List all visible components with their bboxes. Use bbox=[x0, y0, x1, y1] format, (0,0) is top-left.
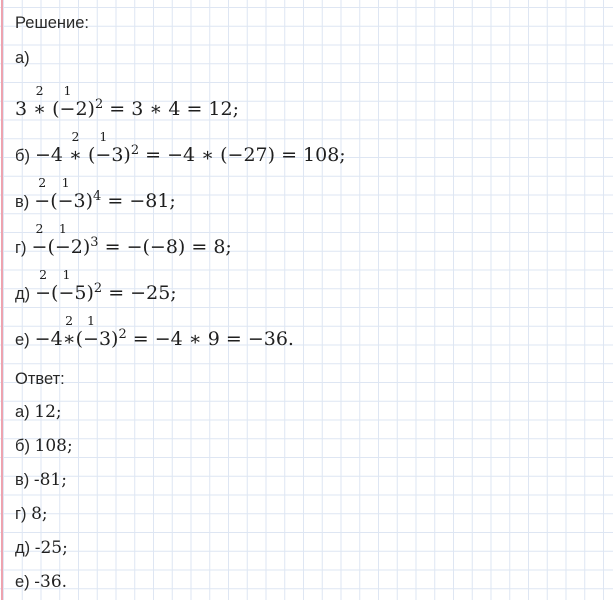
answer-item bbox=[15, 572, 607, 592]
exponent: 2 bbox=[118, 327, 127, 342]
exponent: 4 bbox=[93, 189, 102, 204]
math-token-with-order-number bbox=[35, 267, 52, 304]
math-token: ( bbox=[51, 282, 59, 304]
case-label: г) bbox=[15, 239, 27, 257]
math-token: − bbox=[83, 328, 99, 350]
math-token: − bbox=[58, 282, 75, 304]
answer-value: -81; bbox=[33, 470, 67, 490]
math-token: 3 bbox=[15, 98, 34, 120]
math-token: 5) bbox=[74, 282, 94, 304]
case-label: д) bbox=[15, 285, 31, 303]
case-label: г) bbox=[15, 505, 32, 523]
case-label: б) bbox=[15, 437, 35, 455]
answer-value: 108; bbox=[34, 436, 73, 456]
math-token-with-order-number bbox=[59, 83, 76, 120]
order-number: 2 bbox=[71, 129, 80, 144]
solution-equation bbox=[15, 84, 607, 123]
notebook-margin-line bbox=[1, 0, 3, 600]
case-label: а) bbox=[15, 403, 35, 421]
math-token-with-order-number bbox=[69, 129, 82, 166]
solution-equations bbox=[15, 84, 607, 353]
math-token: ( bbox=[50, 190, 58, 212]
math-token: −4 bbox=[34, 328, 63, 350]
math-token: ∗ bbox=[33, 98, 47, 120]
order-number: 1 bbox=[87, 313, 95, 328]
math-token: ( bbox=[47, 236, 55, 258]
math-token-with-order-number bbox=[83, 313, 99, 350]
worksheet-content bbox=[15, 10, 607, 606]
math-token: − bbox=[54, 236, 71, 258]
answer-item bbox=[15, 436, 607, 456]
answer-item bbox=[15, 470, 607, 490]
math-token: 2) bbox=[75, 98, 95, 120]
solution-equation bbox=[15, 176, 607, 215]
case-label: е) bbox=[15, 331, 30, 349]
exponent: 2 bbox=[130, 143, 140, 158]
order-number: 1 bbox=[61, 175, 70, 190]
math-token-with-order-number bbox=[31, 221, 48, 258]
math-token: ( bbox=[75, 328, 84, 350]
case-label: д) bbox=[15, 539, 35, 557]
case-label: б) bbox=[15, 147, 30, 165]
math-token: ∗ bbox=[62, 328, 76, 350]
answer-value: -36. bbox=[34, 572, 68, 592]
exponent: 2 bbox=[93, 281, 103, 296]
math-token: − bbox=[31, 236, 48, 258]
case-a-label: а) bbox=[15, 49, 30, 67]
math-token: − bbox=[57, 190, 74, 212]
math-token: 3) bbox=[111, 144, 131, 166]
math-token: −4 bbox=[34, 144, 70, 166]
math-token: 2) bbox=[70, 236, 91, 258]
case-label: в) bbox=[15, 471, 34, 489]
answer-value: 8; bbox=[31, 504, 48, 524]
order-number: 2 bbox=[35, 221, 44, 236]
math-token: ( bbox=[81, 144, 96, 166]
exponent: 2 bbox=[94, 97, 104, 112]
exponent: 3 bbox=[90, 235, 99, 250]
solution-equation bbox=[15, 130, 607, 169]
math-token: = −81; bbox=[101, 190, 176, 212]
answer-item bbox=[15, 538, 607, 558]
math-token-with-order-number bbox=[33, 83, 47, 120]
answer-heading: Ответ: bbox=[15, 370, 65, 388]
math-token: 3) bbox=[73, 190, 94, 212]
order-number: 2 bbox=[38, 175, 47, 190]
math-token-with-order-number bbox=[58, 267, 75, 304]
answer-value: -25; bbox=[34, 538, 68, 558]
order-number: 1 bbox=[58, 221, 67, 236]
math-token: ( bbox=[46, 98, 60, 120]
math-token-with-order-number bbox=[54, 221, 71, 258]
math-token: = 3 ∗ 4 = 12; bbox=[103, 98, 239, 120]
math-token: 3) bbox=[98, 328, 119, 350]
math-token: = −25; bbox=[102, 282, 177, 304]
case-label: е) bbox=[15, 573, 35, 591]
solution-heading: Решение: bbox=[15, 14, 89, 32]
math-token: = −4 ∗ 9 = −36. bbox=[126, 328, 294, 350]
answer-item bbox=[15, 504, 607, 524]
order-number: 2 bbox=[39, 267, 48, 282]
order-number: 2 bbox=[65, 313, 74, 328]
solution-equation bbox=[15, 268, 607, 307]
case-label: в) bbox=[15, 193, 30, 211]
order-number: 1 bbox=[63, 83, 72, 98]
solution-equation bbox=[15, 222, 607, 261]
math-token-with-order-number bbox=[57, 175, 74, 212]
math-token: − bbox=[59, 98, 76, 120]
solution-equation bbox=[15, 314, 607, 353]
math-token-with-order-number bbox=[34, 175, 51, 212]
answer-value: 12; bbox=[34, 402, 62, 422]
math-token: − bbox=[95, 144, 112, 166]
math-token: = −(−8) = 8; bbox=[98, 236, 232, 258]
math-token-with-order-number bbox=[62, 313, 76, 350]
order-number: 1 bbox=[62, 267, 71, 282]
order-number: 1 bbox=[99, 129, 108, 144]
order-number: 2 bbox=[35, 83, 44, 98]
answer-item bbox=[15, 402, 607, 422]
math-token-with-order-number bbox=[95, 129, 112, 166]
math-token: ∗ bbox=[69, 144, 82, 166]
math-token: − bbox=[34, 190, 51, 212]
answer-list bbox=[15, 402, 607, 592]
math-token: − bbox=[35, 282, 52, 304]
math-token: = −4 ∗ (−27) = 108; bbox=[139, 144, 346, 166]
